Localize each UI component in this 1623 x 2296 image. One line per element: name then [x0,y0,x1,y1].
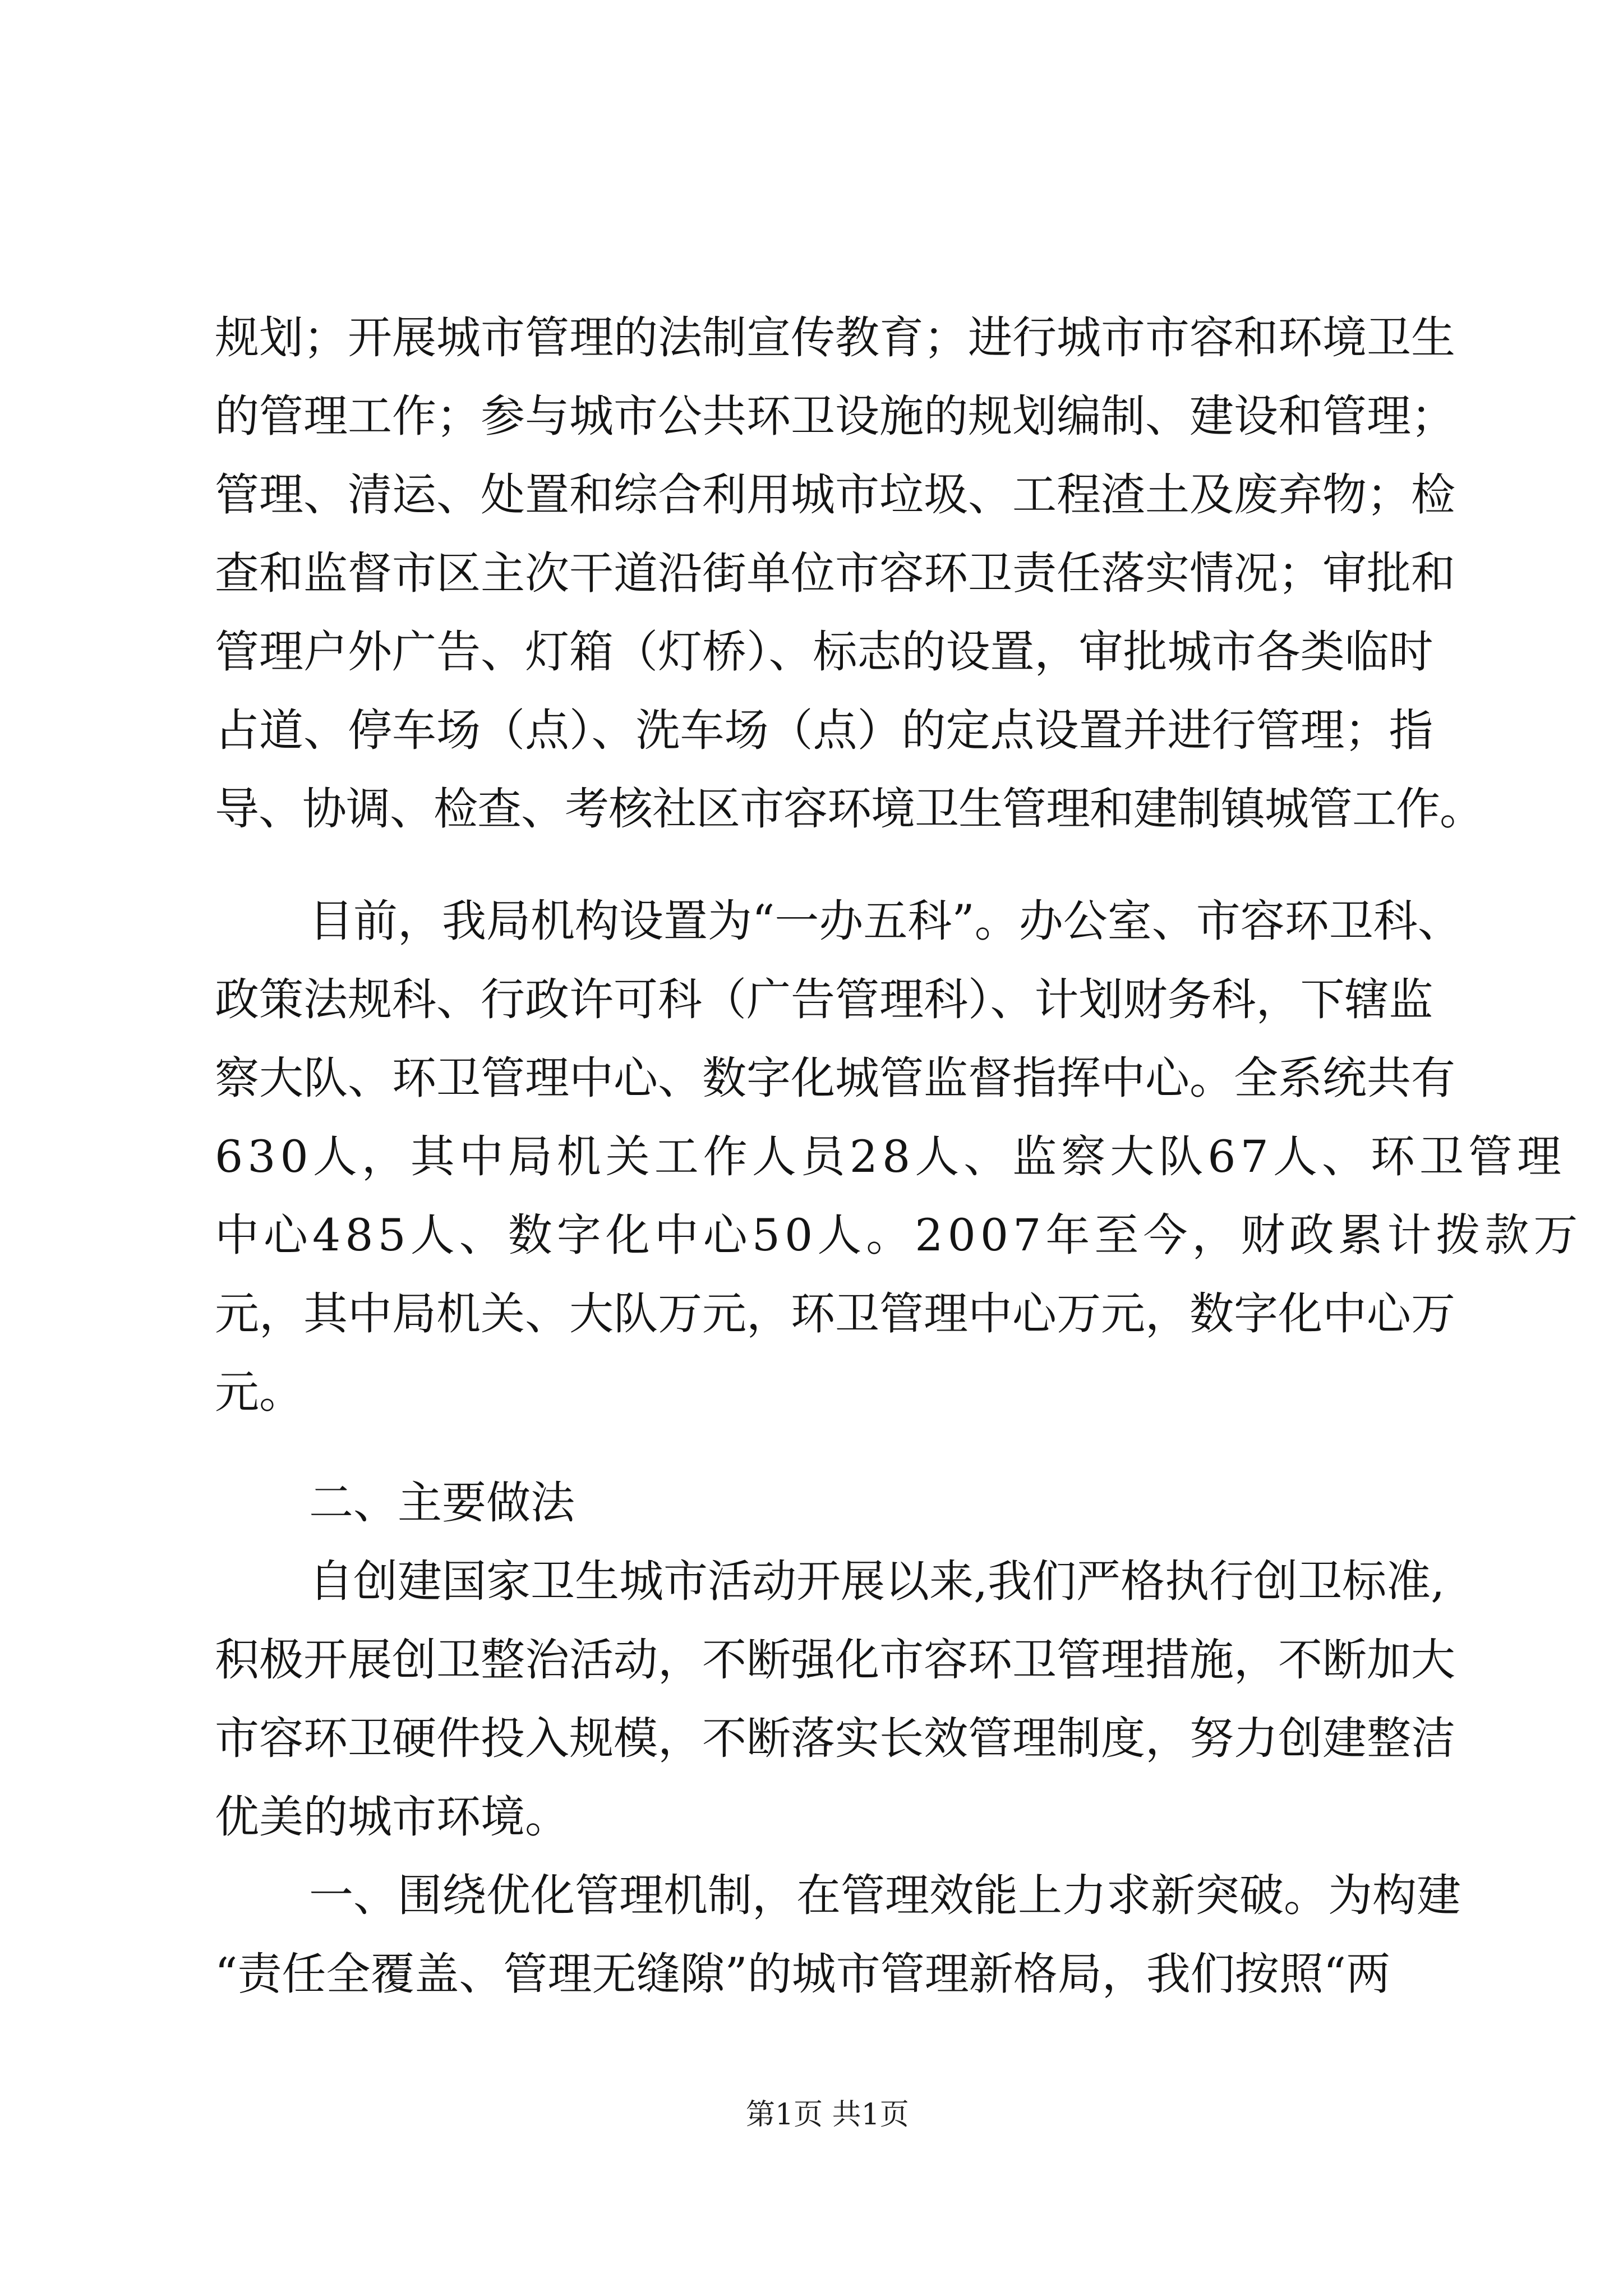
text-line: 元，其中局机关、大队万元，环卫管理中心万元，数字化中心万 [215,1288,1455,1340]
text-line: 查和监督市区主次干道沿街单位市容环卫责任落实情况；审批和 [215,547,1455,599]
text-line: 一、围绕优化管理机制，在管理效能上力求新突破。为构建 [309,1870,1461,1921]
text-line: 中心485人、数字化中心50人。2007年至今，财政累计拨款万 [215,1209,1583,1261]
text-line: 优美的城市环境。 [215,1791,569,1843]
text-line: 目前，我局机构设置为“一办五科”。办公室、市容环卫科、 [309,895,1462,947]
text-line: 的管理工作；参与城市公共环卫设施的规划编制、建设和管理； [215,390,1455,442]
text-line: 政策法规科、行政许可科（广告管理科）、计划财务科，下辖监 [215,974,1433,1025]
text-line: “责任全覆盖、管理无缝隙”的城市管理新格局，我们按照“两 [215,1948,1391,2000]
text-line: 占道、停车场（点）、洗车场（点）的定点设置并进行管理；指 [215,705,1433,756]
section-heading: 二、主要做法 [309,1477,575,1529]
text-line: 自创建国家卫生城市活动开展以来,我们严格执行创卫标准, [309,1556,1445,1607]
text-line: 积极开展创卫整治活动，不断强化市容环卫管理措施，不断加大 [215,1634,1455,1686]
page-footer: 第1页 共1页 [746,2098,909,2132]
text-line: 630人，其中局机关工作人员28人、监察大队67人、环卫管理 [215,1131,1566,1182]
text-line: 导、协调、检查、考核社区市容环境卫生管理和建制镇城管工作。 [215,783,1483,835]
text-line: 元。 [215,1366,303,1418]
text-line: 察大队、环卫管理中心、数字化城管监督指挥中心。全系统共有 [215,1052,1455,1104]
text-line: 市容环卫硬件投入规模，不断落实长效管理制度，努力创建整洁 [215,1713,1455,1764]
text-line: 管理、清运、处置和综合利用城市垃圾、工程渣土及废弃物；检 [215,469,1455,521]
text-line: 规划；开展城市管理的法制宣传教育；进行城市市容和环境卫生 [215,312,1455,364]
text-line: 管理户外广告、灯箱（灯桥）、标志的设置，审批城市各类临时 [215,626,1433,678]
